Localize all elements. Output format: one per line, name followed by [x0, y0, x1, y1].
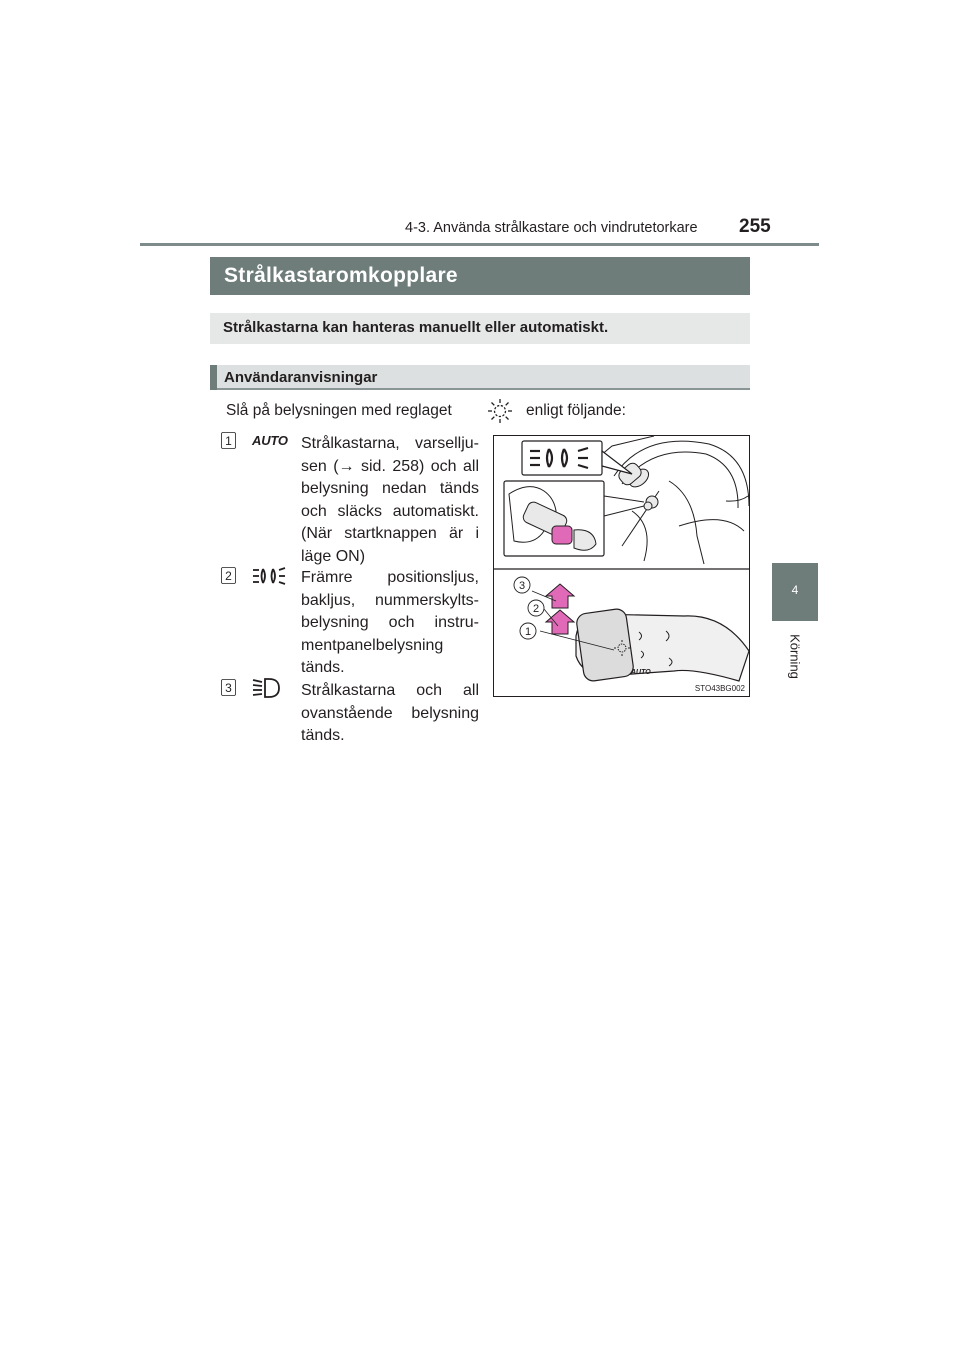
- figure-code: STO43BG002: [694, 684, 745, 693]
- item-description: Främre positionsljus, bakljus, nummerskylts-belysning och instru-mentpanelbelysning tänds.: [301, 569, 479, 676]
- item-number-badge: [221, 679, 236, 696]
- item-number-badge: [221, 432, 236, 449]
- auto-icon: AUTO: [252, 433, 288, 448]
- chapter-number: 4: [791, 583, 799, 597]
- subsection-title: Användaranvisningar: [224, 369, 378, 386]
- light-switch-icon: [487, 398, 513, 424]
- item-number: 2: [225, 569, 232, 583]
- position-lights-icon: [252, 566, 286, 586]
- subsection-heading: [210, 365, 750, 390]
- item-number-badge: [221, 567, 236, 584]
- summary-text: Strålkastarna kan hanteras manuellt eller automatiskt.: [223, 319, 609, 336]
- intro-text-end: enligt följande:: [526, 402, 626, 419]
- chapter-tab: [772, 563, 818, 621]
- subsection-stripe: [210, 365, 217, 390]
- item-number: 1: [225, 434, 232, 448]
- item-number: 3: [225, 681, 232, 695]
- summary-box: [210, 313, 750, 344]
- header-rule: [140, 243, 819, 246]
- switch-illustration: [494, 436, 749, 696]
- chapter-title-vertical: [786, 632, 804, 684]
- headlight-switch-figure: [493, 435, 750, 697]
- headlights-icon: [252, 677, 282, 699]
- switch-auto-label: AUTO: [631, 669, 651, 676]
- item-description: Strålkastarna, varsellju-sen (→ sid. 258) och all belysning nedan tänds och släcks automatiskt. (När startknappen är i läge ON): [301, 435, 479, 565]
- intro-text-start: Slå på belysningen med reglaget: [226, 402, 452, 419]
- callout-2: 2: [532, 603, 540, 615]
- callout-1: 1: [524, 626, 532, 638]
- section-title: Strålkastaromkopplare: [224, 264, 458, 287]
- callout-3: 3: [518, 580, 526, 592]
- running-header: 4-3. Använda strålkastare och vindrutetorkare: [405, 220, 698, 236]
- page-number: 255: [739, 216, 771, 237]
- chapter-title: Körning: [787, 634, 803, 679]
- section-title-bar: [210, 257, 750, 295]
- item-description: Strålkastarna och all ovanstående belysning tänds.: [301, 682, 479, 744]
